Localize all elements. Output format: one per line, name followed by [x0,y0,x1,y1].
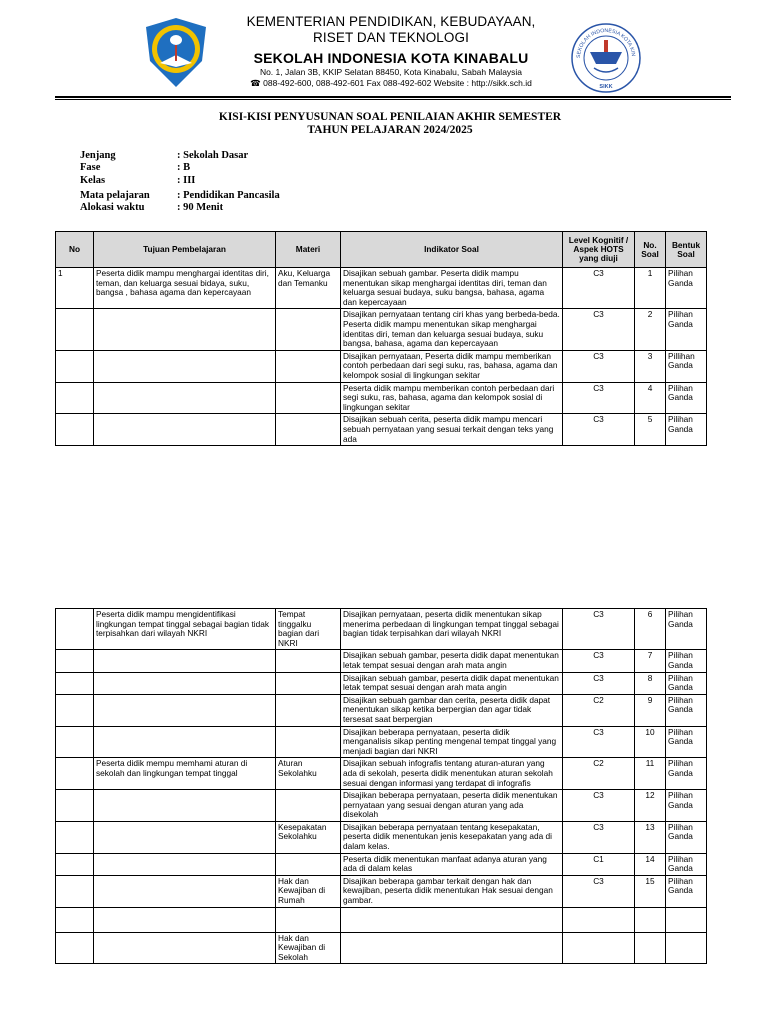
cell-tujuan [94,309,276,350]
cell-materi [276,309,341,350]
cell-no [56,853,94,875]
cell-indikator: Disajikan sebuah infografis tentang aturan-aturan yang ada di sekolah, peserta didik menentukan aturan sekolah sesuai dengan informasi yang terdapat di infografis [341,758,563,790]
meta-row-jenjang [80,150,280,162]
cell-tujuan [94,382,276,414]
cell-bentuk: Pilihan Ganda [666,726,707,758]
table-body [56,609,707,964]
cell-materi: Tempat tinggalku bagian dari NKRI [276,609,341,650]
table-header-row [56,232,707,268]
cell-no [56,932,94,964]
table-row [56,875,707,907]
cell-level: C3 [563,650,635,672]
cell-level: C2 [563,694,635,726]
cell-no-soal: 15 [635,875,666,907]
table-row [56,726,707,758]
cell-materi [276,672,341,694]
table-row [56,758,707,790]
cell-level: C3 [563,414,635,446]
cell-indikator [341,907,563,932]
tut-wuri-handayani-logo [140,17,212,89]
cell-no [56,672,94,694]
cell-indikator: Disajikan beberapa pernyataan tentang kesepakatan, peserta didik menentukan jenis kesepakatan yang ada di dalam kelas. [341,821,563,853]
cell-tujuan [94,350,276,382]
cell-tujuan [94,875,276,907]
table-row [56,932,707,964]
cell-no [56,309,94,350]
meta-row-alokasi-waktu [80,202,280,214]
cell-indikator: Peserta didik menentukan manfaat adanya aturan yang ada di dalam kelas [341,853,563,875]
table-row [56,853,707,875]
table-row [56,350,707,382]
cell-tujuan [94,650,276,672]
cell-tujuan [94,726,276,758]
cell-no-soal: 11 [635,758,666,790]
table-body [56,268,707,446]
cell-tujuan [94,414,276,446]
cell-no [56,758,94,790]
cell-bentuk: Pilihan Ganda [666,672,707,694]
cell-no-soal: 8 [635,672,666,694]
meta-value: : Sekolah Dasar [177,150,249,161]
cell-no [56,382,94,414]
cell-materi: Aturan Sekolahku [276,758,341,790]
cell-bentuk: Pilihan Ganda [666,875,707,907]
cell-materi [276,650,341,672]
table-row [56,907,707,932]
cell-bentuk: Pilihan Ganda [666,758,707,790]
cell-no: 1 [56,268,94,309]
cell-no [56,650,94,672]
school-seal-logo [570,22,642,94]
cell-indikator: Peserta didik mampu memberikan contoh perbedaan dari segi suku, ras, bahasa, agama dan kelompok sosial di lingkungan sekitar [341,382,563,414]
cell-indikator: Disajikan sebuah gambar dan cerita, peserta didik dapat menentukan sikap ketika berpergian dan agar tidak tersesat saat berpergian [341,694,563,726]
table-row [56,309,707,350]
cell-tujuan [94,694,276,726]
cell-bentuk: Pilihan Ganda [666,268,707,309]
cell-level: C3 [563,672,635,694]
cell-bentuk: Pilihan Ganda [666,309,707,350]
cell-level: C3 [563,350,635,382]
meta-row-mata-pelajaran [80,190,280,202]
cell-tujuan: Peserta didik mampu mengidentifikasi lingkungan tempat tinggal sebagai bagian tidak terpisahkan dari wilayah NKRI [94,609,276,650]
cell-level: C3 [563,821,635,853]
ministry-line-2: RISET DAN TEKNOLOGI [313,30,469,45]
cell-tujuan [94,672,276,694]
meta-label: Alokasi waktu [80,202,145,214]
cell-materi [276,907,341,932]
school-address: No. 1, Jalan 3B, KKIP Selatan 88450, Kota Kinabalu, Sabah Malaysia [259,67,523,77]
cell-tujuan [94,907,276,932]
kisi-kisi-table-page-1 [55,231,707,446]
cell-bentuk [666,907,707,932]
document-meta [80,150,280,214]
col-header-no: No [56,232,94,268]
table-row [56,650,707,672]
cell-bentuk: Pilihan Ganda [666,790,707,822]
meta-value: : 90 Menit [177,202,224,214]
cell-materi [276,382,341,414]
cell-no-soal: 10 [635,726,666,758]
seal-flag-icon [604,40,608,52]
cell-level [563,932,635,964]
cell-indikator: Disajikan pernyataan, Peserta didik mampu memberikan contoh perbedaan dari segi suku, ras, bahasa, agama dan kelompok sosial di lingkungan sekitar [341,350,563,382]
cell-materi [276,726,341,758]
table-row [56,268,707,309]
cell-no-soal: 2 [635,309,666,350]
cell-tujuan [94,790,276,822]
table-row [56,382,707,414]
cell-no [56,907,94,932]
document-title [100,111,680,137]
cell-bentuk: Pilihan Ganda [666,382,707,414]
seal-ring-text: SEKOLAH INDONESIA KOTA KIN [575,27,636,59]
cell-indikator: Disajikan pernyataan, peserta didik menentukan sikap menerima perbedaan di lingkungan tempat tinggal sebagai bagian tidak terpisahkan dari wilayah NKRI [341,609,563,650]
cell-materi [276,694,341,726]
cell-materi: Kesepakatan Sekolahku [276,821,341,853]
cell-level: C3 [563,309,635,350]
col-header-no-soal: No. Soal [635,232,666,268]
cell-indikator: Disajikan sebuah gambar, peserta didik dapat menentukan letak tempat sesuai dengan arah mata angin [341,650,563,672]
meta-value: : B [177,162,191,174]
table-row [56,821,707,853]
cell-indikator: Disajikan beberapa pernyataan, peserta didik menentukan pernyataan yang sesuai dengan aturan yang ada disekolah [341,790,563,822]
cell-no-soal: 9 [635,694,666,726]
cell-bentuk: Pillihan Ganda [666,350,707,382]
cell-indikator: Disajikan beberapa gambar terkait dengan hak dan kewajiban, peserta didik menentukan Hak sesuai dengan gambar. [341,875,563,907]
meta-label: Fase [80,162,101,174]
cell-materi: Hak dan Kewajiban di Sekolah [276,932,341,964]
cell-no-soal [635,932,666,964]
cell-no-soal: 7 [635,650,666,672]
col-header-level: Level Kognitif / Aspek HOTS yang diuji [563,232,635,268]
cell-level: C3 [563,609,635,650]
seal-initials: SIKK [599,84,613,90]
meta-row-kelas [80,175,280,187]
cell-no-soal [635,907,666,932]
cell-bentuk: Pilihan Ganda [666,821,707,853]
logo-bird-icon [170,35,182,45]
meta-row-fase [80,162,280,174]
cell-level: C3 [563,268,635,309]
letterhead-divider-thin [55,99,731,100]
cell-no-soal: 4 [635,382,666,414]
cell-no-soal: 6 [635,609,666,650]
cell-no-soal: 1 [635,268,666,309]
cell-tujuan [94,853,276,875]
cell-materi [276,790,341,822]
cell-bentuk: Pilihan Ganda [666,414,707,446]
table-row [56,672,707,694]
cell-bentuk: Pilihan Ganda [666,609,707,650]
cell-bentuk [666,932,707,964]
cell-tujuan: Peserta didik mampu menghargai identitas diri, teman, dan keluarga sesuai bidaya, suku, bangsa , bahasa agama dan kepercayaan [94,268,276,309]
cell-tujuan: Peserta didik mempu memhami aturan di sekolah dan lingkungan tempat tinggal [94,758,276,790]
cell-materi [276,853,341,875]
table-row [56,694,707,726]
meta-value: : III [177,174,196,186]
cell-no [56,414,94,446]
col-header-indikator: Indikator Soal [341,232,563,268]
school-contact: ☎ 088-492-600, 088-492-601 Fax 088-492-602 Website : http://sikk.sch.id [250,78,532,88]
cell-bentuk: Pilihan Ganda [666,853,707,875]
table-row [56,790,707,822]
cell-indikator: Disajikan pernyataan tentang ciri khas yang berbeda-beda. Peserta didik mampu menentukan sikap menghargai identitas diri, teman dan keluarga sesuai budaya, suku bangsa, bahasa, agama dan kepercayaan [341,309,563,350]
cell-level: C1 [563,853,635,875]
cell-materi [276,414,341,446]
ministry-line-1: KEMENTERIAN PENDIDIKAN, KEBUDAYAAN, [246,14,536,29]
meta-label: Kelas [80,174,106,186]
cell-level [563,907,635,932]
kisi-kisi-table-page-2 [55,608,707,964]
title-line-1: KISI-KISI PENYUSUNAN SOAL PENILAIAN AKHIR SEMESTER [218,111,562,123]
title-line-2: TAHUN PELAJARAN 2024/2025 [307,124,473,136]
cell-tujuan [94,932,276,964]
cell-no [56,790,94,822]
cell-no [56,726,94,758]
cell-indikator: Disajikan beberapa pernyataan, peserta didik menganalisis sikap penting mengenal tempat tinggal yang menjadi bagian dari NKRI [341,726,563,758]
cell-no [56,609,94,650]
cell-no [56,875,94,907]
letterhead [218,14,564,89]
col-header-bentuk: Bentuk Soal [666,232,707,268]
meta-label: Jenjang [80,150,116,161]
meta-label: Mata pelajaran [80,189,150,201]
table-row [56,414,707,446]
school-name: SEKOLAH INDONESIA KOTA KINABALU [253,50,529,66]
cell-no-soal: 3 [635,350,666,382]
cell-level: C3 [563,382,635,414]
col-header-tujuan: Tujuan Pembelajaran [94,232,276,268]
cell-no-soal: 13 [635,821,666,853]
cell-indikator: Disajikan sebuah gambar. Peserta didik mampu menentukan sikap menghargai identitas diri, teman dan keluarga sesuai budaya, suku bangsa, bahasa, agama dan kepercayaan [341,268,563,309]
cell-no [56,821,94,853]
cell-materi [276,350,341,382]
cell-indikator [341,932,563,964]
col-header-materi: Materi [276,232,341,268]
letterhead-divider [55,96,731,98]
cell-level: C3 [563,790,635,822]
cell-tujuan [94,821,276,853]
cell-materi: Hak dan Kewajiban di Rumah [276,875,341,907]
cell-level: C3 [563,726,635,758]
cell-no [56,694,94,726]
meta-value: : Pendidikan Pancasila [177,189,280,201]
cell-no-soal: 14 [635,853,666,875]
cell-materi: Aku, Keluarga dan Temanku [276,268,341,309]
cell-level: C2 [563,758,635,790]
cell-level: C3 [563,875,635,907]
cell-no [56,350,94,382]
cell-bentuk: Pilihan Ganda [666,650,707,672]
cell-no-soal: 5 [635,414,666,446]
table-row [56,609,707,650]
cell-indikator: Disajikan sebuah cerita, peserta didik mampu mencari sebuah pernyataan yang sesuai terkait dengan teks yang ada [341,414,563,446]
cell-no-soal: 12 [635,790,666,822]
cell-indikator: Disajikan sebuah gambar, peserta didik dapat menentukan letak tempat sesuai dengan arah mata angin [341,672,563,694]
cell-bentuk: Pilihan Ganda [666,694,707,726]
